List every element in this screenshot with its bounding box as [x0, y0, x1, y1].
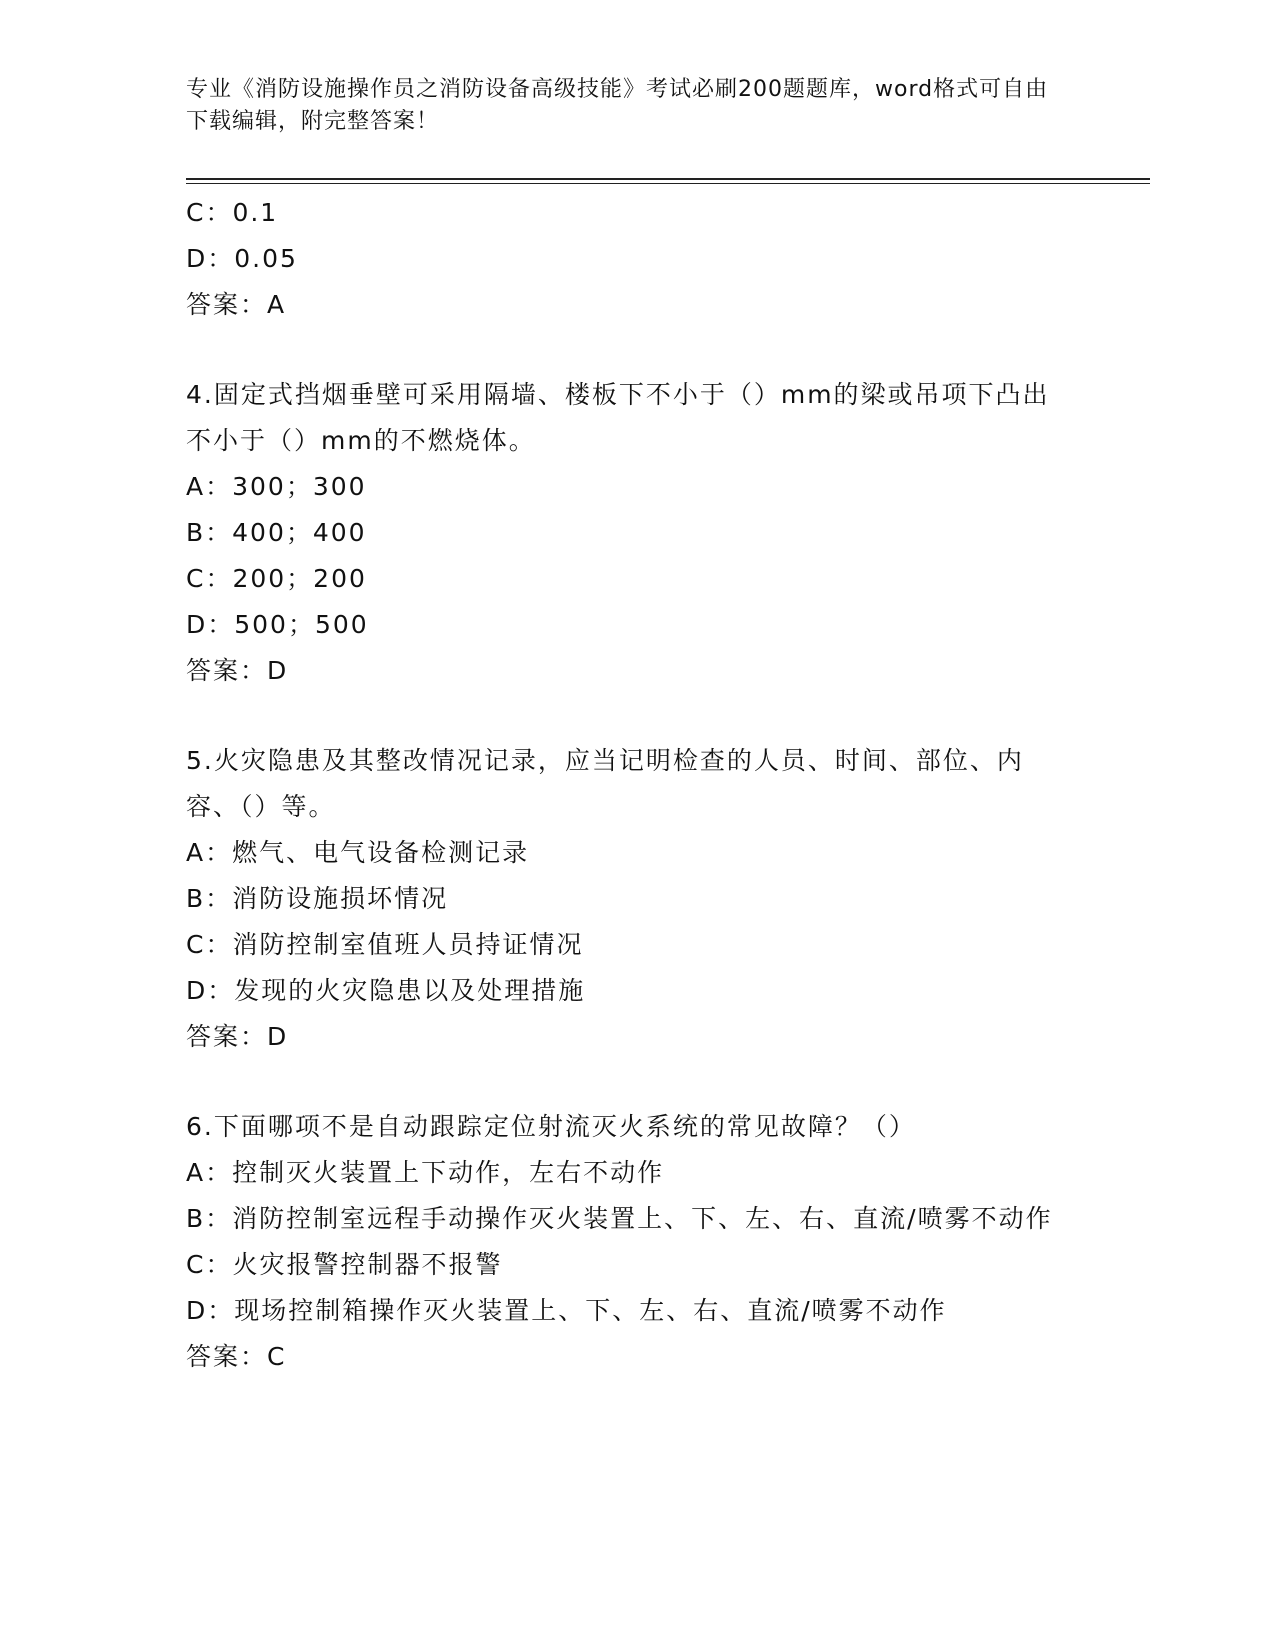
option-a: A：控制灭火装置上下动作，左右不动作: [186, 1158, 665, 1187]
header-rule-thick: [186, 178, 1150, 180]
question-text: 6.下面哪项不是自动跟踪定位射流灭火系统的常见故障？（）: [186, 1112, 916, 1141]
option-b: B：消防设施损坏情况: [186, 884, 449, 913]
option-c: C：200；200: [186, 564, 367, 593]
document-header: 专业《消防设施操作员之消防设备高级技能》考试必刷200题题库，word格式可自由下载编辑，附完整答案！: [186, 77, 1049, 134]
question-text: 4.固定式挡烟垂壁可采用隔墙、楼板下不小于（）mm的梁或吊项下凸出不小于（）mm的不燃烧体。: [186, 380, 1050, 455]
option-d: D：发现的火灾隐患以及处理措施: [186, 976, 586, 1005]
header-rule-thin: [186, 183, 1150, 184]
option-d: D：500；500: [186, 610, 369, 639]
option-d: D：现场控制箱操作灭火装置上、下、左、右、直流/喷雾不动作: [186, 1296, 947, 1325]
option-a: A：300；300: [186, 472, 367, 501]
option-c: C：消防控制室值班人员持证情况: [186, 930, 584, 959]
question-text: 5.火灾隐患及其整改情况记录，应当记明检查的人员、时间、部位、内容、（）等。: [186, 746, 1024, 821]
question-block: [186, 1104, 1066, 1380]
option-a: A：燃气、电气设备检测记录: [186, 838, 530, 867]
question-block-continued: [186, 190, 1066, 328]
answer-line: 答案：D: [186, 1022, 289, 1051]
answer-line: 答案：D: [186, 656, 289, 685]
option-b: B：消防控制室远程手动操作灭火装置上、下、左、右、直流/喷雾不动作: [186, 1204, 1053, 1233]
option-d: D：0.05: [186, 244, 298, 273]
question-block: [186, 372, 1066, 694]
answer-line: 答案：A: [186, 290, 287, 319]
answer-line: 答案：C: [186, 1342, 287, 1371]
option-b: B：400；400: [186, 518, 367, 547]
option-c: C：0.1: [186, 198, 279, 227]
question-list: [186, 190, 1066, 1380]
option-c: C：火灾报警控制器不报警: [186, 1250, 503, 1279]
question-block: [186, 738, 1066, 1060]
